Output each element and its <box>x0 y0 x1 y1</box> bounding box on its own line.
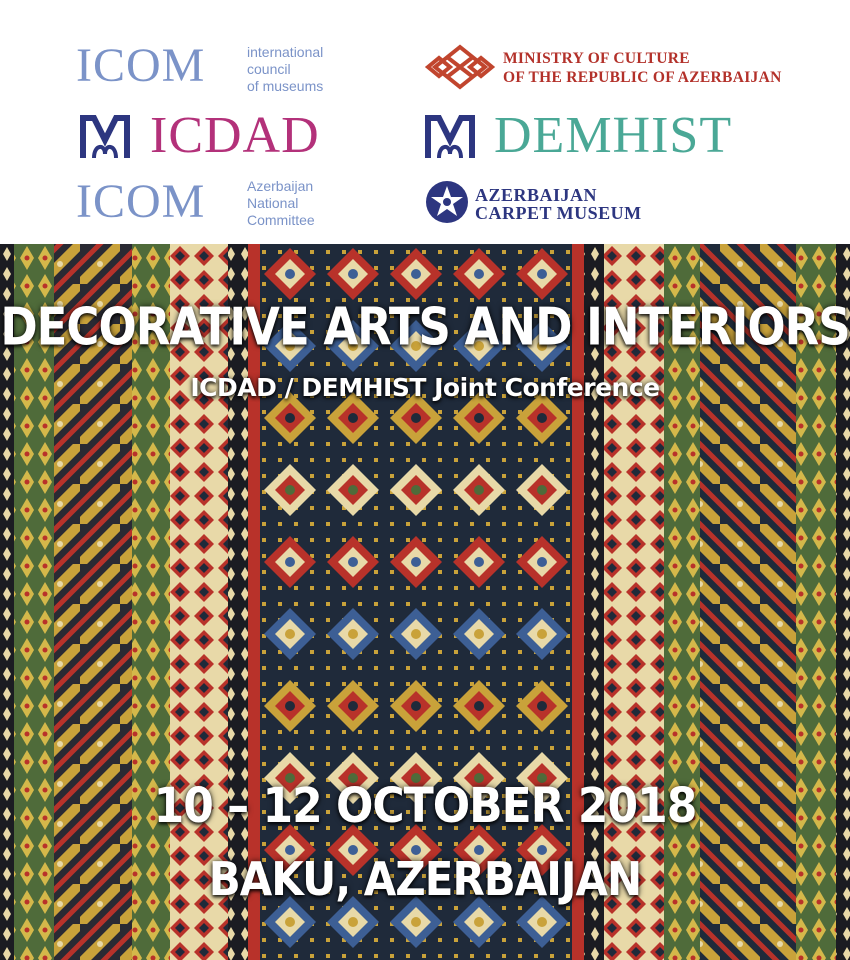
carpet-medallion-center <box>285 413 295 423</box>
icom-az-caption: Azerbaijan National Committee <box>247 178 315 228</box>
carpet-medallion-center <box>537 557 547 567</box>
carpet-medallion-center <box>348 629 358 639</box>
carpet-medallion-center <box>285 557 295 567</box>
carpet-medallion-center <box>537 701 547 711</box>
carpet-medallion-center <box>348 557 358 567</box>
icom-m-icon <box>80 114 130 160</box>
carpet-medallion-center <box>474 701 484 711</box>
carpet-medallion-center <box>537 413 547 423</box>
carpet-medallion-center <box>537 269 547 279</box>
ministry-knot-icon <box>425 44 495 90</box>
demhist-wordmark: DEMHIST <box>494 107 733 164</box>
carpet-medallion-center <box>348 269 358 279</box>
ministry-text: MINISTRY OF CULTURE OF THE REPUBLIC OF AZERBAIJAN <box>503 50 782 86</box>
logo-header <box>0 0 850 244</box>
carpet-medallion-center <box>537 629 547 639</box>
conference-subtitle: ICDAD / DEMHIST Joint Conference <box>190 373 660 402</box>
carpet-medallion-center <box>285 917 295 927</box>
conference-location: BAKU, AZERBAIJAN <box>208 852 642 906</box>
carpet-museum-text: AZERBAIJAN CARPET MUSEUM <box>475 185 642 223</box>
carpet-medallion-center <box>285 485 295 495</box>
icom-m-icon <box>425 114 475 160</box>
icom-caption: international council of museums <box>247 44 324 94</box>
icdad-wordmark: ICDAD <box>150 107 320 164</box>
carpet-medallion-center <box>348 917 358 927</box>
icom-wordmark: ICOM <box>76 39 206 92</box>
conference-title: DECORATIVE ARTS AND INTERIORS <box>0 296 850 357</box>
carpet-medallion-center <box>474 917 484 927</box>
carpet-medallion-center <box>411 917 421 927</box>
carpet-medallion-center <box>285 269 295 279</box>
carpet-medallion-center <box>348 701 358 711</box>
carpet-medallion-center <box>474 413 484 423</box>
carpet-medallion-center <box>285 629 295 639</box>
carpet-medallion-center <box>411 485 421 495</box>
carpet-medallion-center <box>474 557 484 567</box>
conference-dates: 10 – 12 OCTOBER 2018 <box>153 778 697 835</box>
carpet-medallion-center <box>411 269 421 279</box>
carpet-medallion-center <box>474 629 484 639</box>
carpet-museum-star-icon <box>425 180 469 224</box>
carpet-medallion-center <box>537 485 547 495</box>
carpet-medallion-center <box>411 629 421 639</box>
carpet-medallion-center <box>411 557 421 567</box>
icom-az-wordmark: ICOM <box>76 175 206 228</box>
carpet-medallion-center <box>348 485 358 495</box>
carpet-medallion-center <box>537 917 547 927</box>
carpet-medallion-center <box>474 485 484 495</box>
carpet-medallion-center <box>411 701 421 711</box>
carpet-medallion-center <box>348 413 358 423</box>
carpet-medallion-center <box>474 269 484 279</box>
carpet-medallion-center <box>411 413 421 423</box>
carpet-medallion-center <box>285 701 295 711</box>
